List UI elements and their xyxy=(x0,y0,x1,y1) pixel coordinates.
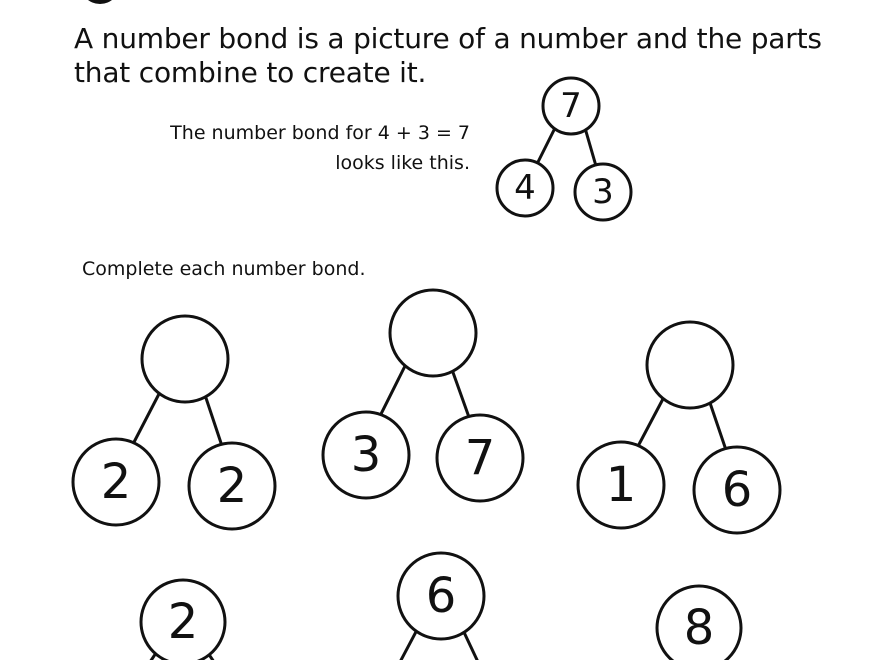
number-bond-4 xyxy=(141,580,225,660)
bond-3-whole-circle[interactable] xyxy=(647,322,733,408)
number-bond-6 xyxy=(657,586,741,660)
example-whole-number: 7 xyxy=(560,86,582,126)
bond-5-whole-number: 6 xyxy=(425,568,457,624)
bond-3-right-connector xyxy=(708,397,726,450)
bond-1-left-number: 2 xyxy=(100,454,132,510)
bond-5-left-connector xyxy=(400,628,418,660)
bond-1-right-number: 2 xyxy=(216,458,248,514)
number-bond-1 xyxy=(73,316,275,529)
intro-line-2: that combine to create it. xyxy=(74,56,427,89)
bond-1-right-connector xyxy=(204,392,222,446)
bond-1-left-connector xyxy=(132,392,160,446)
bond-2-left-connector xyxy=(378,364,406,420)
example-right-connector xyxy=(585,128,596,166)
example-right-number: 3 xyxy=(592,172,614,212)
example-number-bond xyxy=(497,78,631,220)
example-left-connector xyxy=(536,128,555,166)
bond-3-right-number: 6 xyxy=(721,462,753,518)
example-line-2: looks like this. xyxy=(335,152,470,174)
bond-3-left-connector xyxy=(636,397,664,450)
example-line-1: The number bond for 4 + 3 = 7 xyxy=(170,122,470,144)
number-bond-2 xyxy=(323,290,523,501)
intro-line-1: A number bond is a picture of a number and the parts xyxy=(74,22,822,55)
instructions: Complete each number bond. xyxy=(82,258,366,280)
bond-2-right-number: 7 xyxy=(464,430,496,486)
bond-1-whole-circle[interactable] xyxy=(142,316,228,402)
bond-4-whole-number: 2 xyxy=(167,594,199,650)
bond-2-left-number: 3 xyxy=(350,427,382,483)
bond-6-whole-number: 8 xyxy=(683,600,715,656)
number-bond-3 xyxy=(578,322,780,533)
example-left-number: 4 xyxy=(514,168,536,208)
number-bond-5 xyxy=(398,553,484,660)
bond-3-left-number: 1 xyxy=(605,457,637,513)
bond-2-whole-circle[interactable] xyxy=(390,290,476,376)
